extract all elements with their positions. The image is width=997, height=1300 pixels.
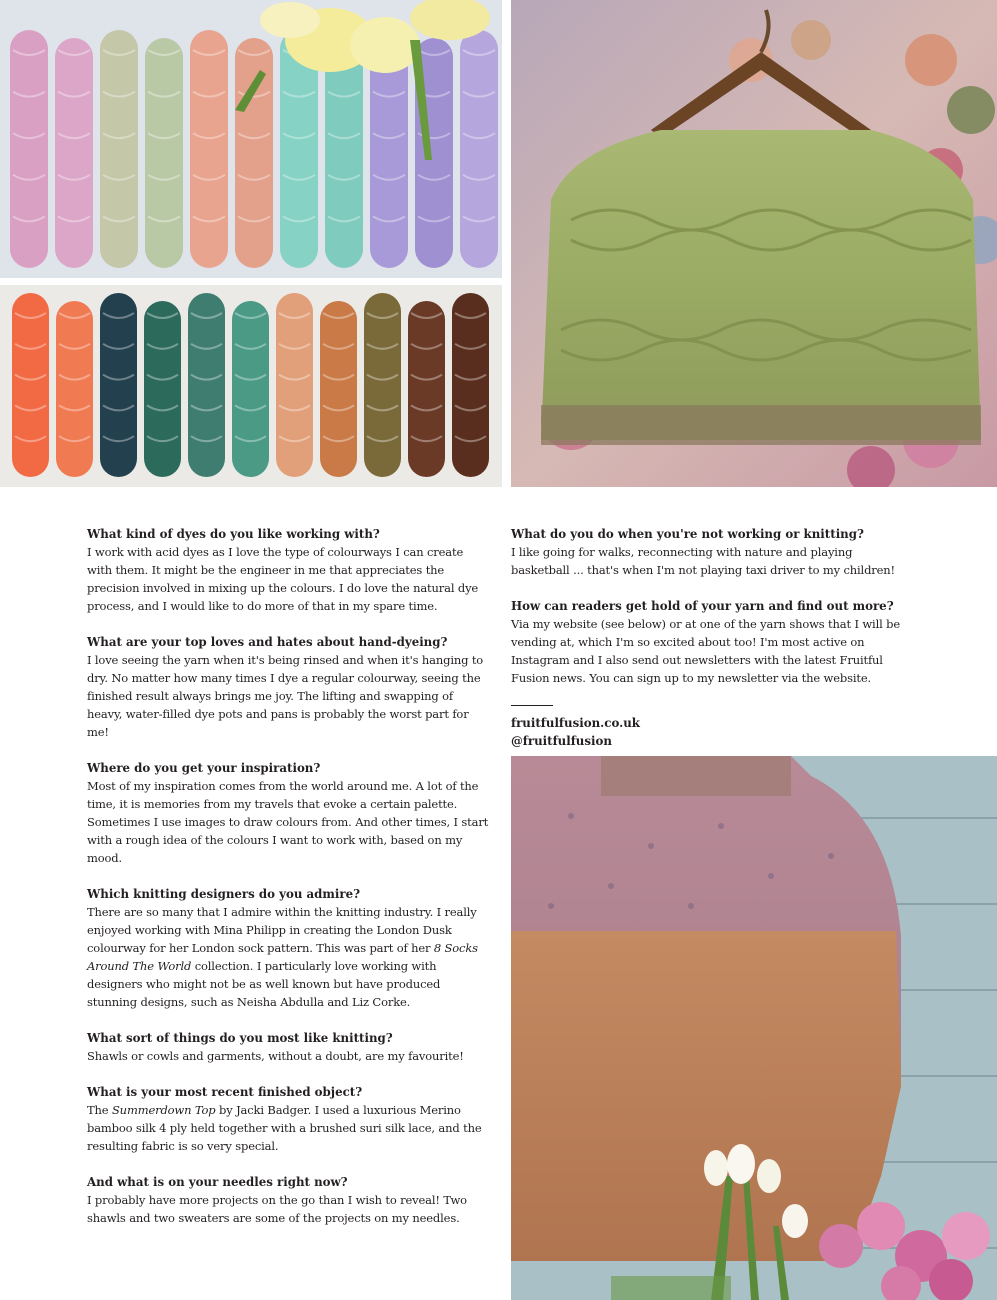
yarn-skein	[100, 30, 138, 268]
yarn-skein	[235, 38, 273, 268]
yarn-skein	[10, 30, 48, 268]
answer-segment: by Jacki Badger. I used a luxurious Merino bamboo silk 4 ply held together with a brushed suri silk lace, and the resulting fabric is so very special.	[87, 1103, 482, 1153]
answer-text	[511, 543, 901, 579]
answer-segment: The	[87, 1103, 112, 1117]
answer-segment: collection. I particularly love working with designers who might not be as well known but have produced stunning designs, such as Neisha Abdulla and Liz Corke.	[87, 959, 441, 1009]
qa-block	[87, 1173, 489, 1227]
capelet-photo	[511, 0, 997, 487]
instagram-handle[interactable]: @fruitfulfusion	[511, 734, 612, 748]
question-heading: Which knitting designers do you admire?	[87, 887, 361, 901]
yarn-skein	[12, 293, 49, 477]
yarn-skein	[145, 38, 183, 268]
answer-text	[87, 1047, 489, 1065]
italic-title: 8 Socks Around The World	[87, 941, 478, 973]
answer-text	[87, 1101, 489, 1155]
left-column	[87, 525, 489, 1245]
yarn-skein	[408, 301, 445, 477]
qa-block	[87, 1029, 489, 1065]
autumn-skeins-photo	[0, 285, 502, 487]
answer-segment: There are so many that I admire within the knitting industry. I really enjoyed working with Mina Philipp in creating the London Dusk colourway for her London sock pattern. This was part of her	[87, 905, 477, 955]
question-heading: What do you do when you're not working or knitting?	[511, 527, 864, 541]
qa-block	[511, 597, 901, 687]
qa-block	[87, 525, 489, 615]
yarn-skein	[232, 301, 269, 477]
yarn-skein	[190, 30, 228, 268]
answer-text	[87, 1191, 489, 1227]
question-heading: What kind of dyes do you like working with?	[87, 527, 380, 541]
divider-rule	[511, 705, 553, 706]
answer-text	[87, 777, 489, 867]
question-heading: How can readers get hold of your yarn and find out more?	[511, 599, 894, 613]
sweater-photo	[511, 756, 997, 1300]
yarn-skein	[276, 293, 313, 477]
qa-block	[87, 1083, 489, 1155]
pastel-skeins-photo	[0, 0, 502, 278]
question-heading: What sort of things do you most like knitting?	[87, 1031, 393, 1045]
yarn-skein	[325, 38, 363, 268]
answer-segment: Shawls or cowls and garments, without a doubt, are my favourite!	[87, 1049, 464, 1063]
italic-title: Summerdown Top	[111, 1103, 216, 1117]
answer-segment: Most of my inspiration comes from the world around me. A lot of the time, it is memories from my travels that evoke a certain palette. Sometimes I use images to draw colours from. And other times, I start with a rough idea of the colours I want to work with, based on my mood.	[87, 779, 489, 865]
yarn-skein	[364, 293, 401, 477]
question-heading: What are your top loves and hates about hand-dyeing?	[87, 635, 448, 649]
answer-segment: I work with acid dyes as I love the type of colourways I can create with them. It might be the engineer in me that appreciates the precision involved in mixing up the colours. I do love the natural dye process, and I would like to do more of that in my spare time.	[87, 545, 479, 613]
answer-text	[87, 651, 489, 741]
qa-block	[87, 633, 489, 741]
answer-text	[87, 543, 489, 615]
answer-text	[87, 903, 489, 1011]
question-heading: Where do you get your inspiration?	[87, 761, 321, 775]
question-heading: What is your most recent finished object?	[87, 1085, 363, 1099]
yarn-skein	[188, 293, 225, 477]
answer-segment: I like going for walks, reconnecting with nature and playing basketball ... that's when I'm not playing taxi driver to my children!	[511, 545, 896, 577]
answer-segment: I probably have more projects on the go than I wish to reveal! Two shawls and two sweaters are some of the projects on my needles.	[87, 1193, 467, 1225]
qa-block	[511, 525, 901, 579]
answer-segment: I love seeing the yarn when it's being rinsed and when it's hanging to dry. No matter how many times I dye a regular colourway, seeing the finished result always brings me joy. The lifting and swapping of heavy, water-filled dye pots and pans is probably the worst part for me!	[87, 653, 484, 739]
yarn-skein	[452, 293, 489, 477]
qa-block	[87, 885, 489, 1011]
website-link[interactable]: fruitfulfusion.co.uk	[511, 716, 640, 730]
yarn-skein	[55, 38, 93, 268]
qa-block	[87, 759, 489, 867]
yarn-skein	[100, 293, 137, 477]
answer-segment: Via my website (see below) or at one of the yarn shows that I will be vending at, which I'm so excited about too! I'm most active on Instagram and I also send out newsletters with the latest Fruitful Fusion news. You can sign up to my newsletter via the website.	[511, 617, 901, 685]
question-heading: And what is on your needles right now?	[87, 1175, 348, 1189]
yarn-skein	[320, 301, 357, 477]
answer-text	[511, 615, 901, 687]
yarn-skein	[144, 301, 181, 477]
yarn-skein	[56, 301, 93, 477]
yarn-skein	[460, 30, 498, 268]
right-column	[511, 525, 901, 750]
